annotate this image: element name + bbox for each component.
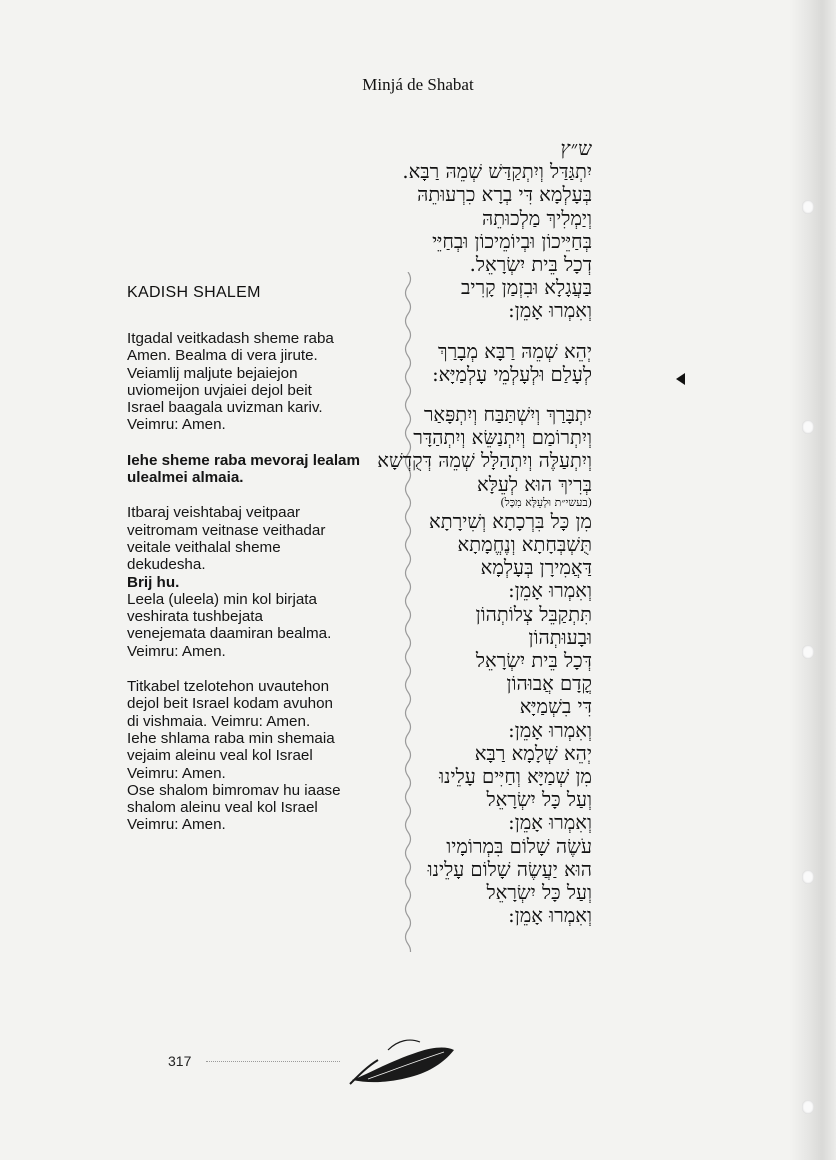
transliteration-line: veitale veithalal sheme	[127, 538, 281, 556]
transliteration-line: di vishmaia. Veimru: Amen.	[127, 712, 311, 730]
transliteration-line: Amen. Bealma di vera jirute.	[127, 347, 318, 365]
transliteration-line: Titkabel tzelotehon uvautehon	[127, 678, 330, 696]
hebrew-line: וְעַל כָּל יִשְׂרָאֵל	[486, 881, 592, 905]
transliteration-line: Iehe shlama raba min shemaia	[127, 729, 335, 747]
transliteration-line: Itgadal veitkadash sheme raba	[127, 330, 334, 347]
responsive-marker-icon	[676, 373, 685, 385]
section-title: KADISH SHALEM	[127, 284, 261, 301]
transliteration-line: Veimru: Amen.	[127, 764, 226, 782]
transliteration-line: veshirata tushbejata	[127, 608, 263, 626]
hebrew-paragraph	[302, 403, 592, 927]
hebrew-line: יִתְבָּרַךְ וְיִשְׁתַּבַּח וְיִתְפָּאַר	[423, 403, 592, 427]
hebrew-paragraph	[302, 137, 592, 323]
hebrew-line: וְעַל כָּל יִשְׂרָאֵל	[486, 788, 592, 812]
binding-hole	[802, 1100, 814, 1114]
hebrew-line: וְאִמְרוּ אָמֵן:	[508, 718, 592, 742]
hebrew-line: תִּתְקַבֵּל צְלוֹתְהוֹן	[475, 602, 592, 626]
hebrew-line: וְאִמְרוּ אָמֵן:	[508, 811, 592, 835]
hebrew-line: בְּרִיךְ הוּא לְעֵלָּא	[477, 472, 592, 496]
transliteration-line: uviomeijon uvjaiei dejol beit	[127, 381, 312, 399]
hebrew-text-column	[302, 137, 592, 945]
hebrew-line: וְיִתְעַלֶּה וְיִתְהַלָּל שְׁמֵהּ דְּקֻדְשָׁא	[377, 449, 592, 473]
page-number: 317	[168, 1053, 192, 1069]
hebrew-line: קֳדָם אֲבוּהוֹן	[506, 672, 592, 696]
hebrew-line: דִּי בִשְׁמַיָּא	[519, 695, 592, 719]
hebrew-line: (בעשי״ת וּלְעֵלָּא מִכָּל)	[500, 495, 592, 509]
transliteration-line: shalom aleinu veal kol Israel	[127, 799, 318, 817]
transliteration-line: ulealmei almaia.	[127, 469, 244, 487]
transliteration-line: veitromam veitnase veithadar	[127, 521, 326, 539]
binding-hole	[802, 645, 814, 659]
transliteration-line: venejemata daamiran bealma.	[127, 625, 332, 643]
hebrew-line: עֹשֶׂה שָׁלוֹם בִּמְרוֹמָיו	[446, 834, 592, 858]
transliteration-line: Veimru: Amen.	[127, 642, 226, 660]
hebrew-line: יְהֵא שְׁמֵהּ רַבָּא מְבָרַךְ	[437, 339, 592, 363]
hebrew-line: דְּכָל בֵּית יִשְׂרָאֵל	[475, 649, 592, 673]
hebrew-line: יִתְגַּדַּל וְיִתְקַדַּשׁ שְׁמֵהּ רַבָּא.	[402, 160, 592, 184]
leaf-ornament-icon	[348, 1030, 458, 1090]
hebrew-line: לְעָלַם וּלְעָלְמֵי עָלְמַיָּא:	[432, 362, 592, 386]
hebrew-line: בְּחַיֵּיכוֹן וּבְיוֹמֵיכוֹן וּבְחַיֵּי	[432, 229, 592, 253]
binding-hole	[802, 420, 814, 434]
hebrew-line: וְאִמְרוּ אָמֵן:	[508, 904, 592, 928]
transliteration-line: Leela (uleela) min kol birjata	[127, 590, 317, 608]
transliteration-line: Ose shalom bimromav hu iaase	[127, 781, 341, 799]
hebrew-line: מִן כָּל בִּרְכָתָא וְשִׁירָתָא	[429, 509, 592, 533]
hebrew-line: וּבָעוּתְהוֹן	[528, 625, 592, 649]
footer-dotted-line	[206, 1061, 340, 1062]
transliteration-line: Iehe sheme raba mevoraj lealam	[127, 451, 361, 469]
hebrew-line: ש״ץ	[560, 137, 592, 160]
hebrew-line: דְכָל בֵּית יִשְׂרָאֵל.	[469, 253, 592, 277]
page-header-title: Minjá de Shabat	[362, 75, 474, 94]
hebrew-line: דַּאֲמִירָן בְּעָלְמָא	[480, 556, 592, 580]
hebrew-line: תֻּשְׁבְּחָתָא וְנֶחֱמָתָא	[457, 533, 592, 557]
page-edge-shadow	[790, 0, 836, 1160]
transliteration-line: Veiamlij maljute bejaiejon	[127, 364, 298, 382]
hebrew-line: וְאִמְרוּ אָמֵן:	[508, 579, 592, 603]
hebrew-line: וְיִתְרוֹמַם וְיִתְנַשֵּׂא וְיִתְהַדָּר	[413, 426, 592, 450]
transliteration-line: Brij hu.	[127, 573, 180, 591]
hebrew-line: בְּעָלְמָא דִּי בְרָא כִרְעוּתֵהּ	[417, 183, 592, 207]
hebrew-line: הוּא יַעֲשֶׂה שָׁלוֹם עָלֵינוּ	[427, 857, 592, 881]
hebrew-line: מִן שְׁמַיָּא וְחַיִּים עָלֵינוּ	[439, 765, 592, 789]
transliteration-line: Veimru: Amen.	[127, 416, 226, 434]
transliteration-line: dekudesha.	[127, 556, 206, 574]
transliteration-line: dejol beit Israel kodam avuhon	[127, 695, 334, 713]
transliteration-line: Israel baagala uvizman kariv.	[127, 399, 323, 417]
hebrew-line: בַּעֲגָלָא וּבִזְמַן קָרִיב	[461, 276, 592, 300]
binding-hole	[802, 870, 814, 884]
transliteration-line: Veimru: Amen.	[127, 816, 226, 834]
hebrew-line: יְהֵא שְׁלָמָא רַבָּא	[474, 741, 592, 765]
transliteration-line: vejaim aleinu veal kol Israel	[127, 747, 313, 765]
hebrew-paragraph	[302, 340, 592, 386]
binding-hole	[802, 200, 814, 214]
hebrew-line: וְאִמְרוּ אָמֵן:	[508, 299, 592, 323]
hebrew-line: וְיַמְלִיךְ מַלְכוּתֵהּ	[482, 206, 592, 230]
transliteration-line: Itbaraj veishtabaj veitpaar	[127, 504, 301, 522]
